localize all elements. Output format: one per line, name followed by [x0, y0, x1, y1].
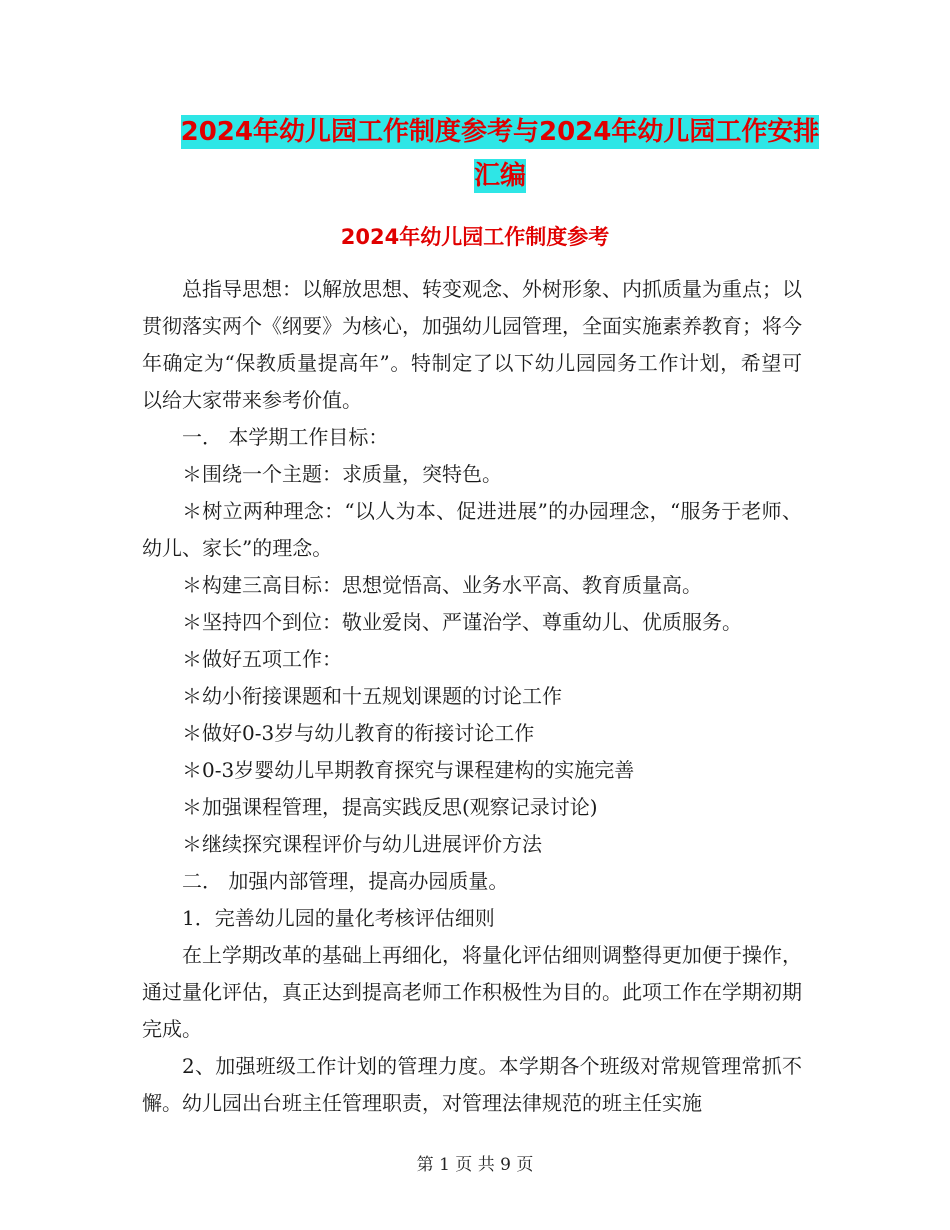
paragraph-item: ＊坚持四个到位：敬业爱岗、严谨治学、尊重幼儿、优质服务。 — [182, 610, 742, 634]
paragraph-item: ＊加强课程管理，提高实践反思(观察记录讨论) — [182, 795, 598, 819]
paragraph-item: ＊幼小衔接课题和十五规划课题的讨论工作 — [182, 684, 562, 708]
paragraph-body: 在上学期改革的基础上再细化，将量化评估细则调整得更加便于操作，通过量化评估，真正达到提高老师工作积极性为目的。此项工作在学期初期完成。 — [142, 943, 802, 1041]
paragraph-guiding-idea: 总指导思想：以解放思想、转变观念、外树形象、内抓质量为重点；以贯彻落实两个《纲要》为核心，加强幼儿园管理，全面实施素养教育；将今年确定为“保教质量提高年”。特制定了以下幼儿园园务工作计划，希望可以给大家带来参考价值。 — [142, 277, 802, 412]
paragraph-item: ＊构建三高目标：思想觉悟高、业务水平高、教育质量高。 — [182, 573, 702, 597]
paragraph-item: ＊做好0-3岁与幼儿教育的衔接讨论工作 — [182, 721, 535, 745]
paragraph-item: ＊0-3岁婴幼儿早期教育探究与课程建构的实施完善 — [182, 758, 635, 782]
document-body — [142, 271, 802, 1122]
page-number-footer: 第 1 页 共 9 页 — [416, 1155, 534, 1175]
document-title — [140, 110, 860, 198]
section-title: 2024年幼儿园工作制度参考 — [340, 225, 610, 249]
paragraph-item: ＊树立两种理念：“以人为本、促进进展”的办园理念，“服务于老师、幼儿、家长”的理念。 — [142, 499, 802, 560]
title-line-1: 2024年幼儿园工作制度参考与2024年幼儿园工作安排 — [180, 117, 820, 147]
paragraph-heading-management: 二． 加强内部管理，提高办园质量。 — [182, 869, 509, 893]
paragraph-item: ＊做好五项工作： — [182, 647, 342, 671]
title-line-2: 汇编 — [473, 161, 526, 191]
paragraph-subheading: 1．完善幼儿园的量化考核评估细则 — [182, 906, 495, 930]
paragraph-item: ＊围绕一个主题：求质量，突特色。 — [182, 462, 502, 486]
paragraph-heading-goals: 一． 本学期工作目标： — [182, 425, 389, 449]
paragraph-body: 2、加强班级工作计划的管理力度。本学期各个班级对常规管理常抓不懈。幼儿园出台班主任管理职责，对管理法律规范的班主任实施 — [142, 1054, 802, 1115]
paragraph-item: ＊继续探究课程评价与幼儿进展评价方法 — [182, 832, 542, 856]
